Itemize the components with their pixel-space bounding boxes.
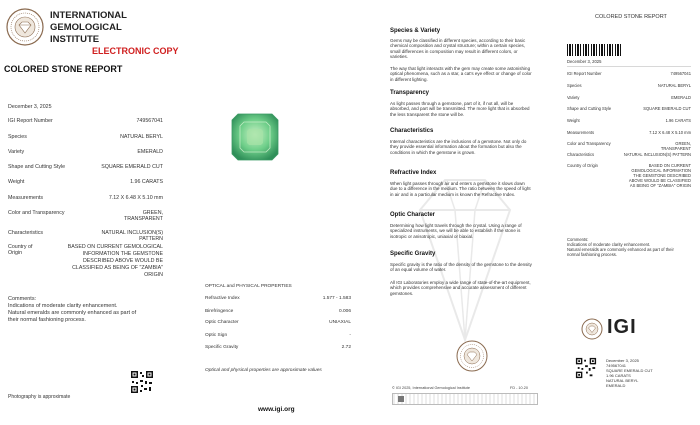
qr-code-left (130, 370, 154, 394)
report-title: COLORED STONE REPORT (4, 64, 123, 74)
stub-line: 1.96 CARATS (606, 373, 631, 378)
comments-line2: Natural emeralds are commonly enhanced as part of (8, 310, 137, 316)
security-strip-icon (398, 396, 404, 402)
igi-seal-logo (6, 8, 44, 46)
right-date: December 3, 2025 (567, 59, 602, 64)
divider (567, 66, 691, 67)
section-text-species: Gems may be classified in different species, according to their basic chemical composition and crystal structure; within a certain species, small differences in composition may result in different colors, or varieties. (390, 38, 526, 60)
photo-note: Photography is approximate (8, 394, 71, 400)
stub-line: EMERALD (606, 383, 626, 388)
section-title-transparency: Transparency (390, 90, 430, 96)
comments-title: Comments: (8, 296, 37, 302)
section-title-characteristics: Characteristics (390, 128, 434, 134)
igi-seal-center (456, 340, 488, 372)
electronic-copy-label: ELECTRONIC COPY (92, 46, 179, 56)
section-text-gravity: Specific gravity is the ratio of the density of the gemstone to the density of an equal volume of water. (390, 262, 532, 273)
stub-line: December 3, 2025 (606, 358, 639, 363)
comments-line3: their normal fashioning process. (8, 317, 86, 323)
barcode (567, 44, 621, 56)
section-text-transparency: As light passes through a gemstone, part of it, if not all, will be absorbed, and part will be transmitted. The more light that is absorbed the less transparent the stone will be. (390, 101, 530, 117)
stub-line: NATURAL BERYL (606, 378, 639, 383)
gemstone-image (230, 112, 280, 162)
comments-line1: Indications of moderate clarity enhancement. (8, 303, 118, 309)
security-strip (392, 393, 538, 405)
section-text-characteristics: Internal characteristics are the inclusions of a gemstone. Not only do they provide essential information about the formation but also the conditions in which the gemstone is grown. (390, 139, 527, 155)
org-name-line2: GEMOLOGICAL (50, 22, 122, 33)
right-comments-line3: normal fashioning process. (567, 252, 618, 257)
stub-line: SQUARE EMERALD CUT (606, 368, 653, 373)
section-text-refractive: When light passes through air and enters a gemstone it slows down due to a difference in the medium. The ratio between the speed of light in air and in a particular medium is known the Refractive Index. (390, 181, 531, 197)
section-text-optic: Determining how light travels through the crystal. Using a range of specialized instruments, we will be able to establish if the stone is isotropic or anisotropic, uniaxial or biaxial. (390, 223, 522, 239)
section-text-phenomena: The way that light interacts with the gem may create some astonishing optical phenomena, such as a star, a cat's eye effect or change of color in different lighting. (390, 66, 532, 82)
stub-line: 749567041 (606, 363, 627, 368)
org-name-line3: INSTITUTE (50, 34, 100, 45)
right-comments-title: Comments: (567, 237, 589, 242)
igi-logo-seal (581, 318, 603, 340)
section-title-refractive: Refractive Index (390, 170, 437, 176)
org-name-line1: INTERNATIONAL (50, 10, 127, 21)
section-title-species: Species & Variety (390, 28, 441, 34)
qr-code-right (575, 357, 597, 379)
right-comments-line2: Natural emeralds are commonly enhanced as part of their (567, 247, 674, 252)
copyright-text: © IGI 2025, International Gemological Institute (392, 386, 470, 390)
section-title-optic: Optic Character (390, 212, 436, 218)
optical-title: OPTICAL and PHYSICAL PROPERTIES (205, 284, 292, 289)
website-link[interactable]: www.igi.org (258, 406, 295, 413)
right-comments-line1: Indications of moderate clarity enhancement. (567, 242, 651, 247)
optical-note: Optical and physical properties are approximate values (205, 368, 322, 373)
form-code: FD - 10.20 (510, 386, 528, 390)
right-report-title: COLORED STONE REPORT (595, 14, 667, 20)
section-text-equipment: All IGI Laboratories employ a wide range of state-of-the-art equipment, which provides comprehensive and accurate assessment of different gemstones. (390, 280, 531, 296)
igi-logo-text: IGI (607, 316, 637, 338)
section-title-gravity: Specific Gravity (390, 251, 436, 257)
